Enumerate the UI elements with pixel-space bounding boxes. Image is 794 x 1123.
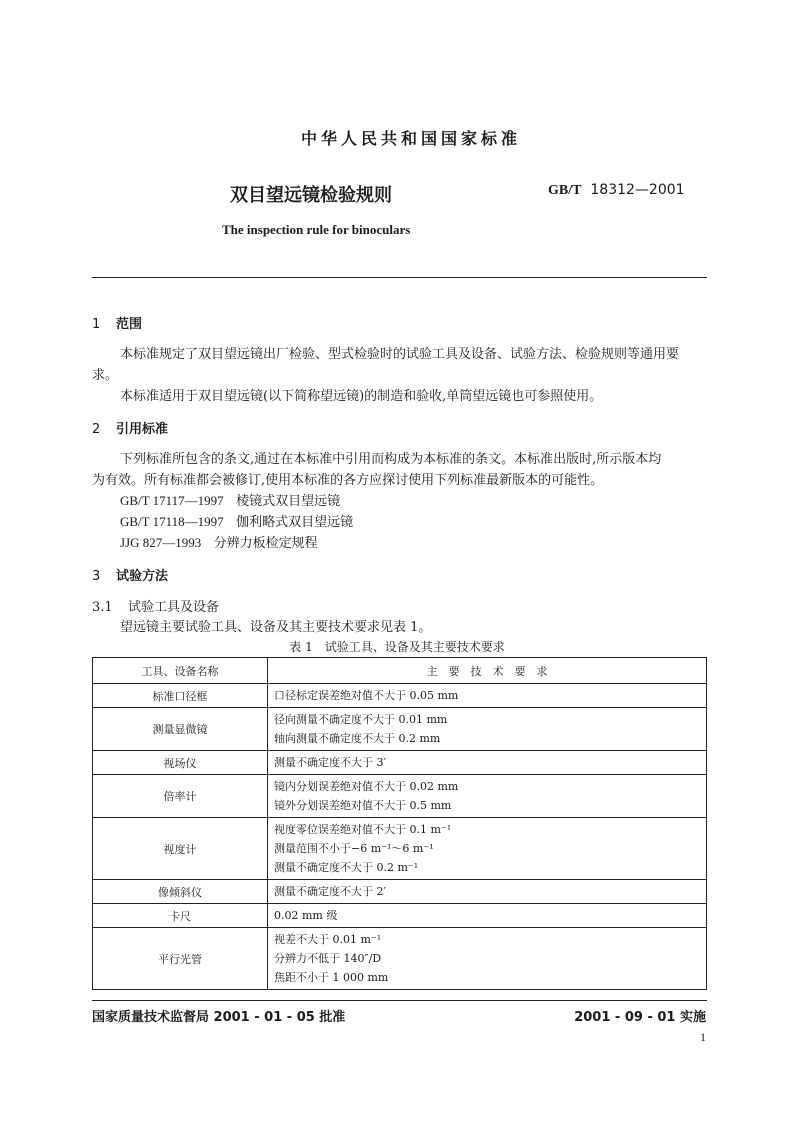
requirement-line: 视差不大于 0.01 m⁻¹ (274, 933, 382, 946)
document-title-en: The inspection rule for binoculars (222, 222, 411, 237)
requirement-line: 0.02 mm 级 (274, 909, 338, 922)
requirements-cell (268, 904, 707, 928)
page-number: 1 (700, 1030, 706, 1044)
requirement-line: 测量不确定度不大于 2′ (274, 885, 386, 898)
header-divider (92, 277, 707, 278)
table-row (93, 904, 707, 928)
table-row (93, 751, 707, 775)
requirement-line: 口径标定误差绝对值不大于 0.05 mm (274, 689, 459, 702)
section-2-paragraph: 下列标准所包含的条文,通过在本标准中引用而构成为本标准的条文。本标准出版时,所示版本均 (120, 452, 662, 467)
country-standard-heading: 中华人民共和国国家标准 (300, 129, 521, 148)
table-header-requirements: 主 要 技 术 要 求 (268, 658, 707, 684)
section-3-heading: 3 试验方法 (92, 569, 169, 584)
section-1-paragraph-1: 本标准规定了双目望远镜出厂检验、型式检验时的试验工具及设备、试验方法、检验规则等通用要 (120, 347, 680, 362)
reference-item: JJG 827—1993 分辨力板检定规程 (120, 535, 318, 551)
section-1-paragraph-1-cont: 求。 (92, 368, 119, 383)
subsection-3-1-intro: 望远镜主要试验工具、设备及其主要技术要求见表 1。 (120, 620, 432, 635)
equipment-name: 视度计 (93, 818, 268, 880)
requirement-line: 测量不确定度不大于 0.2 m⁻¹ (274, 861, 419, 874)
requirement-line: 测量不确定度不大于 3′ (274, 756, 386, 769)
reference-item: GB/T 17118—1997 伽利略式双目望远镜 (120, 514, 354, 530)
equipment-name: 标准口径框 (93, 684, 268, 708)
equipment-name: 平行光管 (93, 928, 268, 990)
equipment-name: 测量显微镜 (93, 708, 268, 751)
requirements-cell (268, 684, 707, 708)
standard-number: 18312—2001 (590, 182, 685, 198)
section-1-heading: 1 范围 (92, 317, 143, 332)
equipment-name: 像倾斜仪 (93, 880, 268, 904)
requirements-cell (268, 751, 707, 775)
table-row (93, 818, 707, 880)
document-title-cn: 双目望远镜检验规则 (230, 185, 392, 206)
requirement-line: 镜外分划误差绝对值不大于 0.5 mm (274, 799, 452, 812)
approval-note: 国家质量技术监督局 2001 - 01 - 05 批准 (92, 1010, 346, 1025)
table-caption: 表 1 试验工具、设备及其主要技术要求 (289, 640, 505, 654)
requirement-line: 焦距不小于 1 000 mm (274, 971, 389, 984)
equipment-name: 倍率计 (93, 775, 268, 818)
standard-prefix: GB/T (548, 183, 582, 198)
reference-item: GB/T 17117—1997 棱镜式双目望远镜 (120, 493, 341, 509)
table-header-row (93, 658, 707, 684)
requirement-line: 分辨力不低于 140″/D (274, 952, 382, 965)
requirement-line: 轴向测量不确定度不大于 0.2 mm (274, 732, 441, 745)
subsection-3-1-heading: 3.1 试验工具及设备 (92, 600, 220, 615)
table-row (93, 928, 707, 990)
standard-code (548, 182, 685, 199)
table-row (93, 880, 707, 904)
table-row (93, 684, 707, 708)
table-row (93, 775, 707, 818)
equipment-table (92, 657, 707, 990)
requirements-cell (268, 708, 707, 751)
requirement-line: 视度零位误差绝对值不大于 0.1 m⁻¹ (274, 823, 452, 836)
equipment-name: 卡尺 (93, 904, 268, 928)
requirements-cell (268, 928, 707, 990)
requirement-line: 径向测量不确定度不大于 0.01 mm (274, 713, 448, 726)
equipment-name: 视场仪 (93, 751, 268, 775)
section-1-paragraph-2: 本标准适用于双目望远镜(以下简称望远镜)的制造和验收,单筒望远镜也可参照使用。 (120, 389, 603, 404)
requirements-cell (268, 818, 707, 880)
section-2-heading: 2 引用标准 (92, 422, 169, 437)
footer-divider (92, 1000, 707, 1001)
table-row (93, 708, 707, 751)
implementation-date: 2001 - 09 - 01 实施 (574, 1010, 706, 1025)
requirements-cell (268, 880, 707, 904)
requirement-line: 镜内分划误差绝对值不大于 0.02 mm (274, 780, 459, 793)
section-2-paragraph-cont: 为有效。所有标准都会被修订,使用本标准的各方应探讨使用下列标准最新版本的可能性。 (92, 473, 604, 488)
requirement-line: 测量范围不小于−6 m⁻¹～6 m⁻¹ (274, 842, 434, 855)
table-header-name: 工具、设备名称 (93, 658, 268, 684)
requirements-cell (268, 775, 707, 818)
